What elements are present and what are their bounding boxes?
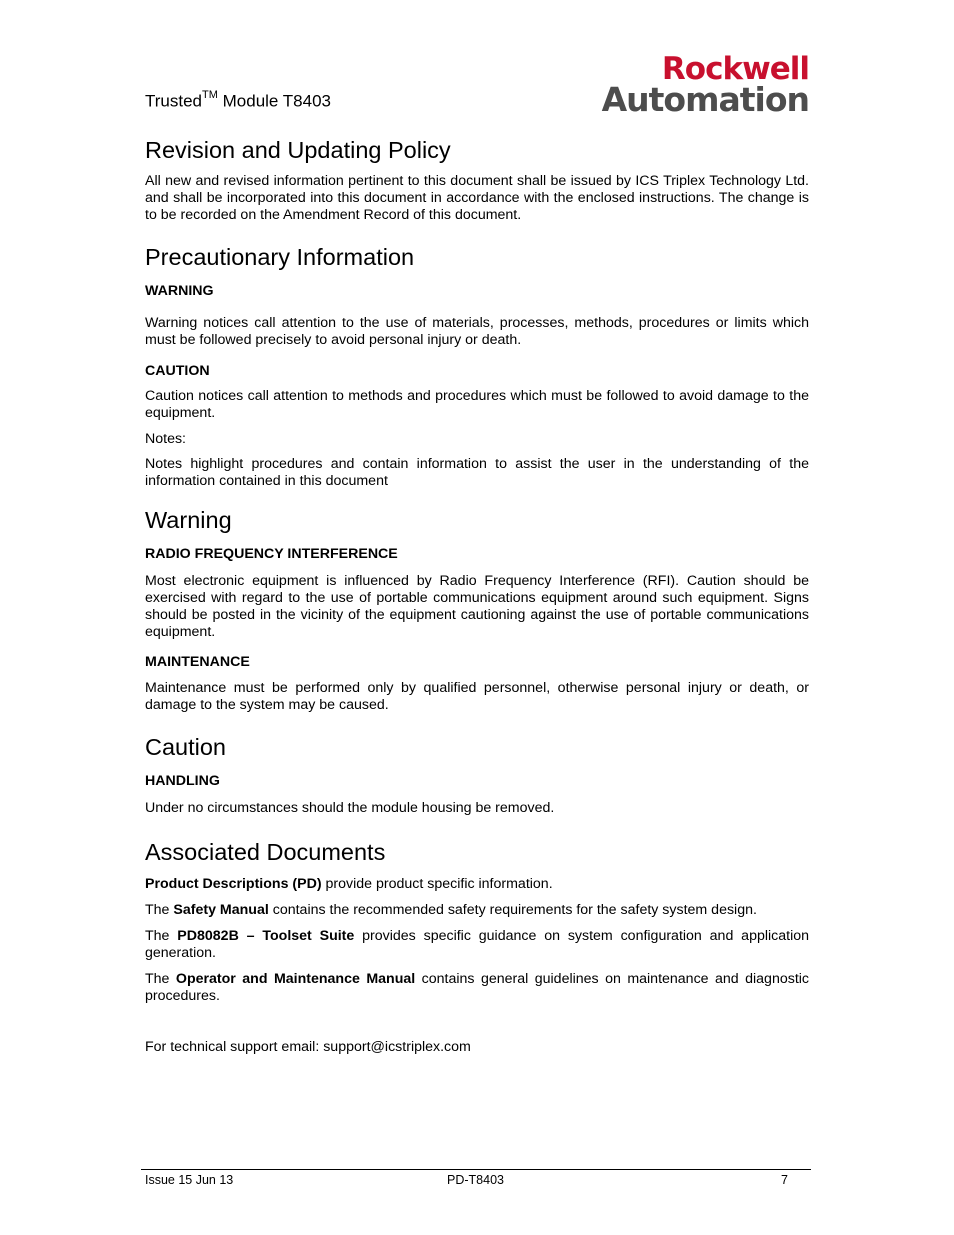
notes-label: Notes:: [145, 431, 187, 447]
rfi-label: RADIO FREQUENCY INTERFERENCE: [145, 546, 398, 562]
logo-line-automation: Automation: [601, 80, 809, 119]
operator-manual-paragraph: [145, 971, 809, 1005]
toolset-paragraph: [145, 928, 809, 962]
support-section: [145, 1039, 809, 1056]
footer-page-number: 7: [781, 1173, 788, 1187]
document-title: [145, 91, 331, 112]
toolset-pre: The: [145, 928, 178, 944]
precautionary-heading: Precautionary Information: [145, 244, 415, 270]
warning-label: WARNING: [145, 283, 214, 299]
footer-doc-id: PD-T8403: [447, 1173, 504, 1187]
rockwell-automation-logo: [573, 51, 809, 119]
revision-section: [145, 136, 809, 224]
notes-body: Notes highlight procedures and contain information to assist the user in the understanding of the information contained in this document: [145, 456, 809, 489]
logo-line-rockwell: Rockwell: [661, 51, 809, 87]
safety-pre: The: [145, 902, 174, 918]
om-bold: Operator and Maintenance Manual: [175, 971, 416, 987]
toolset-bold: PD8082B – Toolset Suite: [177, 928, 355, 944]
warning-notice-body: Warning notices call attention to the use of materials, processes, methods, procedures or limits which must be followed precisely to avoid personal injury or death.: [145, 315, 809, 348]
footer-issue: Issue 15 Jun 13: [145, 1173, 234, 1187]
safety-rest: contains the recommended safety requirements for the safety system design.: [268, 902, 757, 918]
caution-section: [145, 733, 809, 817]
pd-paragraph: [145, 876, 809, 893]
support-email-line: For technical support email: support@icstriplex.com: [145, 1039, 471, 1055]
trademark-mark: TM: [202, 89, 218, 101]
revision-body: All new and revised information pertinent to this document shall be issued by ICS Triplex Technology Ltd. and shall be incorporated into this document in accordance with the enclosed instructions. The change is to be recorded on the Amendment Record of this document.: [145, 173, 809, 223]
maintenance-label: MAINTENANCE: [145, 654, 250, 670]
pd-rest: provide product specific information.: [321, 876, 553, 892]
om-pre: The: [145, 971, 176, 987]
pd-bold: Product Descriptions (PD): [145, 876, 322, 892]
rfi-body: Most electronic equipment is influenced by Radio Frequency Interference (RFI). Caution should be exercised with regard to the use of portable communications equipment around such equipment. Signs should be posted in the vicinity of the equipment cautioning against the use of portable communications equipment.: [145, 573, 809, 640]
revision-heading: Revision and Updating Policy: [145, 137, 451, 163]
title-prefix: Trusted: [145, 91, 203, 111]
safety-manual-paragraph: [145, 902, 809, 919]
warning-section: [145, 506, 809, 714]
maintenance-body: Maintenance must be performed only by qualified personnel, otherwise personal injury or death, or damage to the system may be caused.: [145, 680, 809, 713]
title-suffix: Module T8403: [217, 91, 332, 111]
warning-heading: Warning: [145, 507, 232, 533]
precautionary-section: [145, 243, 809, 490]
safety-bold: Safety Manual: [173, 902, 269, 918]
handling-body: Under no circumstances should the module housing be removed.: [145, 800, 555, 816]
associated-heading: Associated Documents: [145, 839, 386, 865]
handling-label: HANDLING: [145, 773, 220, 789]
caution-heading: Caution: [145, 734, 226, 760]
caution-label: CAUTION: [145, 363, 210, 379]
associated-documents-section: [145, 838, 809, 1005]
om-rest: contains general guidelines on maintenance and diagnostic procedures.: [145, 971, 810, 1004]
footer-rule: [141, 1169, 811, 1170]
caution-notice-body: Caution notices call attention to methods and procedures which must be followed to avoid damage to the equipment.: [145, 388, 809, 421]
toolset-rest: provides specific guidance on system configuration and application generation.: [145, 928, 810, 961]
